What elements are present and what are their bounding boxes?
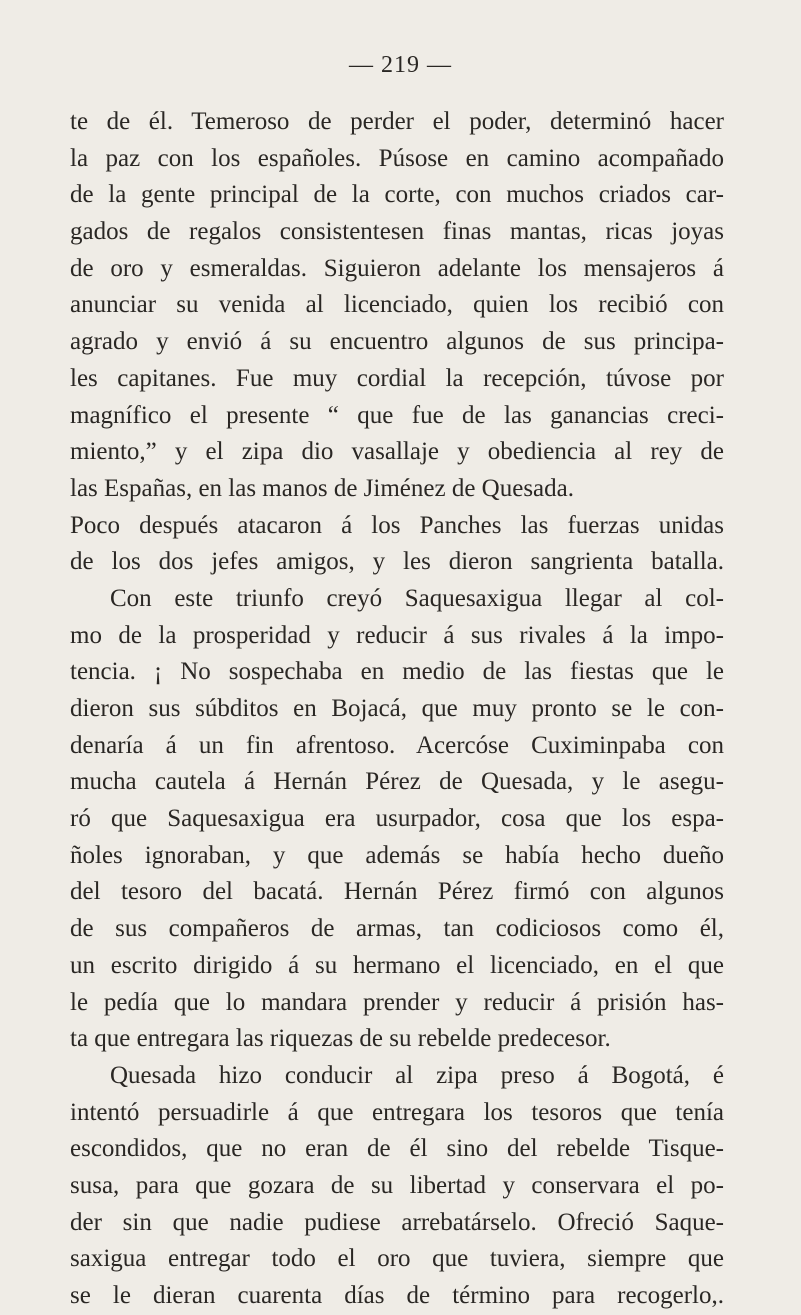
text-line: del tesoro del bacatá. Hernán Pérez firmó con algunos: [70, 878, 724, 906]
text-line: escondidos, que no eran de él sino del rebelde Tisque-: [70, 1135, 724, 1163]
text-line: la paz con los españoles. Púsose en camino acompañado: [70, 144, 724, 172]
text-line: ñoles ignoraban, y que además se había hecho dueño: [70, 841, 724, 869]
text-line: te de él. Temeroso de perder el poder, determinó hacer: [70, 108, 724, 135]
text-line: de oro y esmeraldas. Siguieron adelante los mensajeros á: [70, 254, 724, 282]
text-line: Quesada hizo conducir al zipa preso á Bogotá, é: [110, 1061, 724, 1089]
text-line: denaría á un fin afrentoso. Acercóse Cuximinpaba con: [70, 731, 724, 759]
text-line: magnífico el presente “ que fue de las ganancias creci-: [70, 401, 724, 429]
text-line: las Españas, en las manos de Jiménez de Quesada.: [70, 474, 575, 502]
text-line: anunciar su venida al licenciado, quien los recibió con: [70, 291, 724, 319]
text-line: saxigua entregar todo el oro que tuviera, siempre que: [70, 1245, 724, 1273]
text-line: der sin que nadie pudiese arrebatárselo. Ofreció Saque-: [70, 1208, 724, 1236]
text-line: de la gente principal de la corte, con muchos criados car-: [70, 181, 724, 209]
text-line: miento,” y el zipa dio vasallaje y obediencia al rey de: [70, 438, 724, 466]
body-text: [70, 104, 724, 1315]
text-line: un escrito dirigido á su hermano el licenciado, en el que: [70, 951, 724, 979]
text-line: le pedía que lo mandara prender y reducir á prisión has-: [70, 988, 724, 1016]
text-line: Poco después atacaron á los Panches las fuerzas unidas: [70, 511, 724, 539]
text-line: ta que entregara las riquezas de su rebelde predecesor.: [70, 1025, 611, 1053]
text-line: gados de regalos consistentesen finas mantas, ricas joyas: [70, 218, 724, 246]
text-line: se le dieran cuarenta días de término para recogerlo,.: [70, 1282, 724, 1309]
text-line: mo de la prosperidad y reducir á sus rivales á la impo-: [70, 621, 724, 649]
text-line: susa, para que gozara de su libertad y conservara el po-: [70, 1171, 724, 1199]
text-line: agrado y envió á su encuentro algunos de sus principa-: [70, 328, 724, 356]
text-line: tencia. ¡ No sospechaba en medio de las fiestas que le: [70, 658, 724, 686]
text-line: intentó persuadirle á que entregara los tesoros que tenía: [70, 1098, 724, 1126]
text-line: de los dos jefes amigos, y les dieron sangrienta batalla.: [70, 548, 724, 576]
text-line: les capitanes. Fue muy cordial la recepción, túvose por: [70, 364, 724, 392]
text-line: dieron sus súbditos en Bojacá, que muy pronto se le con-: [70, 695, 724, 722]
text-line: Con este triunfo creyó Saquesaxigua llegar al col-: [110, 584, 724, 612]
text-line: mucha cautela á Hernán Pérez de Quesada, y le asegu-: [70, 768, 724, 796]
text-line: ró que Saquesaxigua era usurpador, cosa que los espa-: [70, 805, 724, 833]
page-number: — 219 —: [349, 52, 452, 78]
text-line: de sus compañeros de armas, tan codiciosos como él,: [70, 915, 724, 943]
